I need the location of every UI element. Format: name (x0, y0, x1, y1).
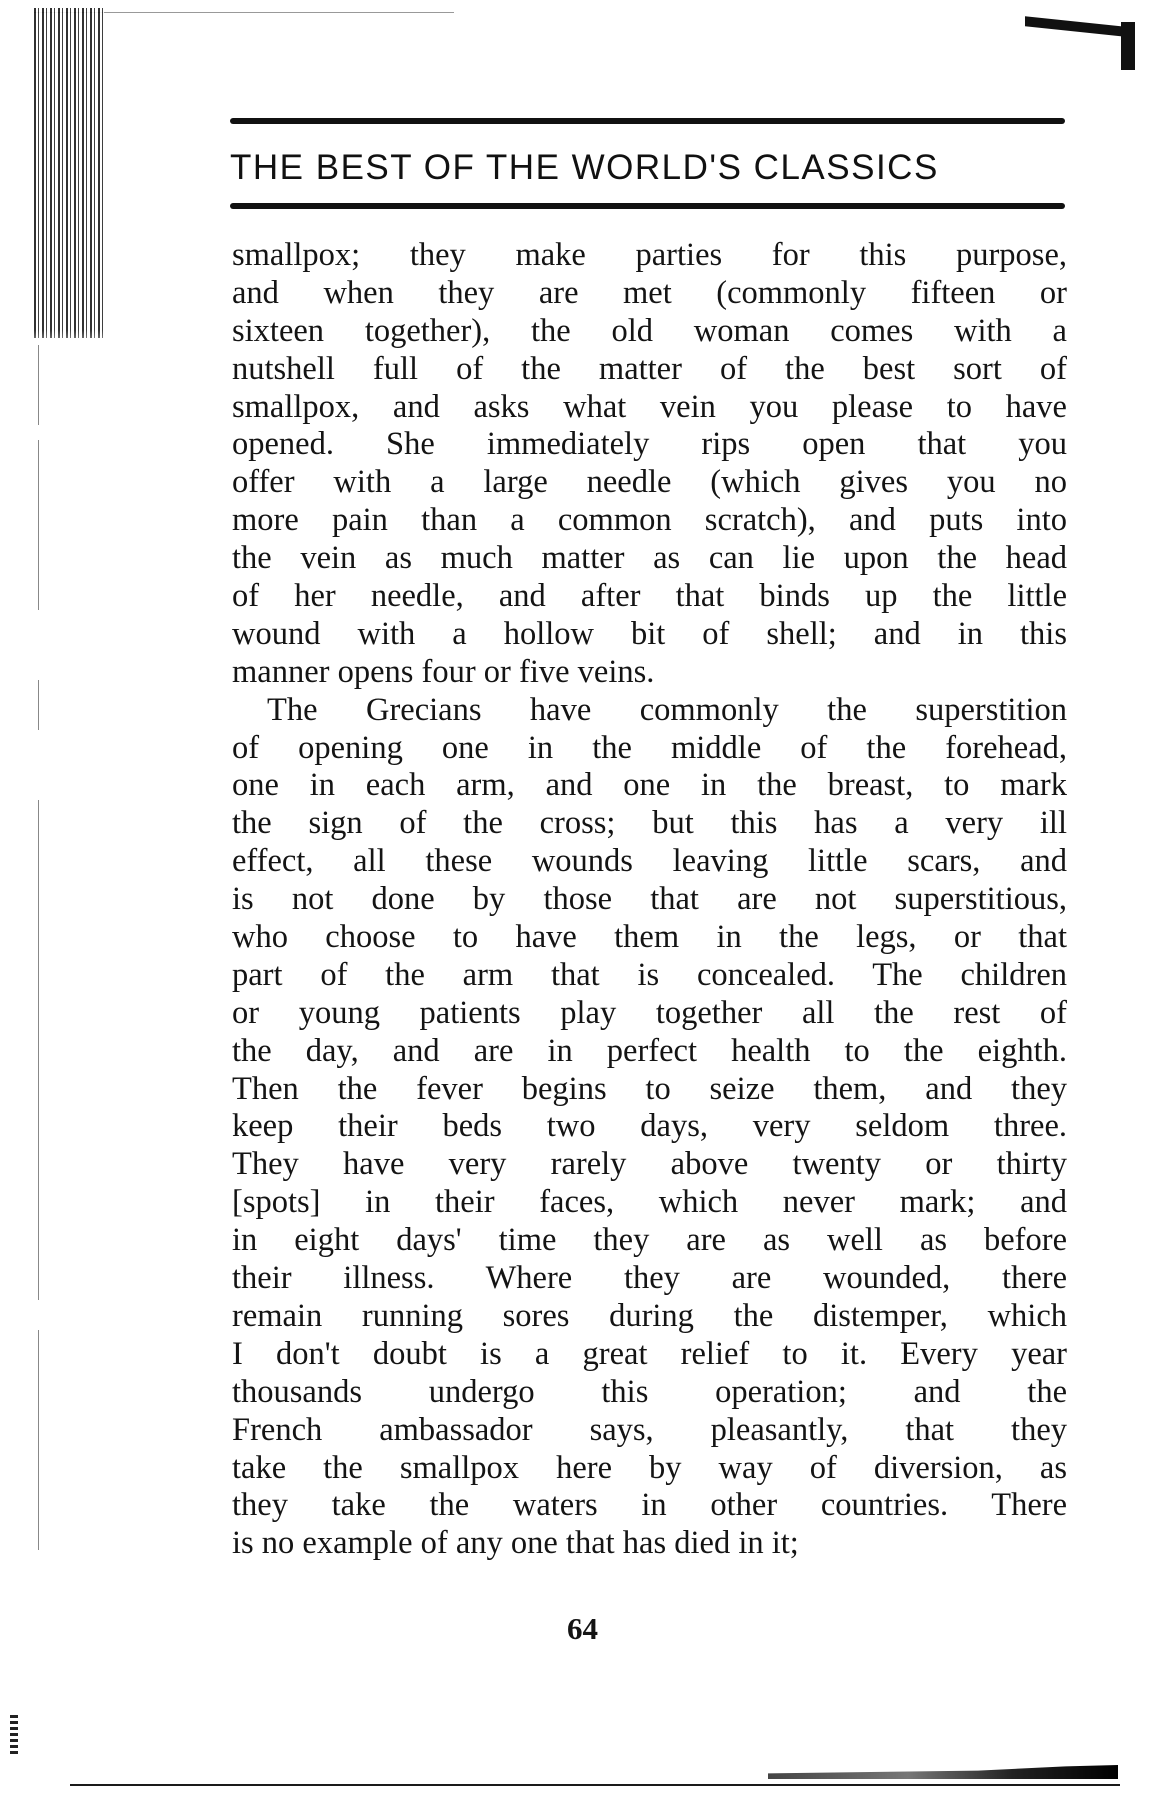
text-line: or young patients play together all the rest of (232, 994, 1067, 1031)
running-head: THE BEST OF THE WORLD'S CLASSICS (230, 148, 939, 187)
scan-tick-mark (38, 440, 39, 610)
text-line: in eight days' time they are as well as before (232, 1222, 1067, 1259)
text-line: who choose to have them in the legs, or that (232, 919, 1067, 956)
scan-smudge (768, 1765, 1118, 1779)
text-line: of her needle, and after that binds up the little (232, 578, 1067, 615)
text-line: the sign of the cross; but this has a very ill (232, 805, 1067, 842)
text-line: the day, and are in perfect health to the eighth. (232, 1032, 1067, 1069)
bottom-rule (70, 1784, 1120, 1786)
text-line: Then the fever begins to seize them, and they (232, 1070, 1067, 1107)
scan-binding-shadow (34, 8, 104, 338)
body-text (232, 237, 1067, 1563)
text-line: is no example of any one that has died in it; (232, 1525, 799, 1562)
text-line: part of the arm that is concealed. The children (232, 956, 1067, 993)
scan-corner-mark (1025, 16, 1135, 38)
text-line: and when they are met (commonly fifteen or (232, 274, 1067, 311)
text-line: opened. She immediately rips open that you (232, 426, 1067, 463)
text-line: one in each arm, and one in the breast, to mark (232, 767, 1067, 804)
scan-tick-mark (38, 1330, 39, 1550)
scan-tick-mark (38, 345, 39, 425)
text-line: thousands undergo this operation; and the (232, 1373, 1067, 1410)
text-line: I don't doubt is a great relief to it. Every year (232, 1335, 1067, 1372)
scan-binding-fade (34, 330, 104, 360)
page-number: 64 (567, 1611, 598, 1646)
scan-bottom-mark (10, 1715, 18, 1755)
text-line: The Grecians have commonly the superstition (267, 691, 1067, 728)
text-line: They have very rarely above twenty or thirty (232, 1146, 1067, 1183)
text-line: the vein as much matter as can lie upon the head (232, 540, 1067, 577)
scan-corner-mark (1121, 22, 1135, 70)
text-line: smallpox; they make parties for this purpose, (232, 237, 1067, 273)
text-line: nutshell full of the matter of the best sort of (232, 350, 1067, 387)
scan-tick-mark (38, 680, 39, 730)
text-line: wound with a hollow bit of shell; and in this (232, 615, 1067, 652)
header-rule-top (230, 118, 1065, 124)
text-line: they take the waters in other countries. There (232, 1487, 1067, 1524)
header-rule-bottom (230, 203, 1065, 209)
text-line: their illness. Where they are wounded, there (232, 1260, 1067, 1297)
text-line: keep their beds two days, very seldom three. (232, 1108, 1067, 1145)
text-line: [spots] in their faces, which never mark; and (232, 1184, 1067, 1221)
text-line: take the smallpox here by way of diversion, as (232, 1449, 1067, 1486)
text-line: smallpox, and asks what vein you please to have (232, 388, 1067, 425)
text-line: remain running sores during the distemper, which (232, 1297, 1067, 1334)
text-line: more pain than a common scratch), and puts into (232, 502, 1067, 539)
text-line: is not done by those that are not superstitious, (232, 881, 1067, 918)
text-line: French ambassador says, pleasantly, that they (232, 1411, 1067, 1448)
text-line: sixteen together), the old woman comes with a (232, 312, 1067, 349)
text-line: effect, all these wounds leaving little scars, and (232, 843, 1067, 880)
scan-tick-mark (38, 800, 39, 1300)
text-line: manner opens four or five veins. (232, 653, 655, 690)
text-line: of opening one in the middle of the forehead, (232, 729, 1067, 766)
text-line: offer with a large needle (which gives you no (232, 464, 1067, 501)
